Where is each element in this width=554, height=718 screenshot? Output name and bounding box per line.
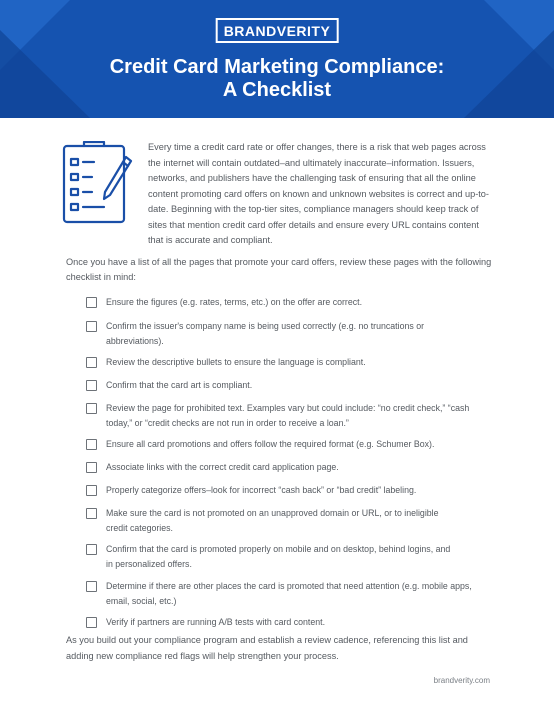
checkbox[interactable]	[86, 544, 97, 555]
checklist-item-text: Confirm that the card is promoted properly on mobile and on desktop, behind logins, and in personalized offers.	[106, 544, 451, 569]
checklist-item-text: Review the page for prohibited text. Examples vary but could include: “no credit check,” “cash today,” or “credit checks are not run in order to receive a loan.”	[106, 403, 470, 428]
header-banner	[0, 0, 554, 118]
checkbox[interactable]	[86, 617, 97, 628]
checklist-item-text: Confirm the issuer's company name is being used correctly (e.g. no truncations or abbreviations).	[106, 321, 425, 346]
page-title-line-1: Credit Card Marketing Compliance:	[109, 56, 445, 78]
checkbox[interactable]	[86, 321, 97, 332]
checkbox[interactable]	[86, 485, 97, 496]
checkbox[interactable]	[86, 462, 97, 473]
checklist-item-text: Determine if there are other places the card is promoted that need attention (e.g. mobile apps, email, social, etc.)	[106, 581, 472, 606]
checklist-item-text: Verify if partners are running A/B tests with card content.	[106, 617, 326, 627]
checkbox[interactable]	[86, 357, 97, 368]
intro-paragraph: Every time a credit card rate or offer changes, there is a risk that web pages across the internet will contain outdated–and ultimately inaccurate–information. Issuers, networks, and publishers have the challenging task of ensuring that all the online content promoting card offers on known and unknown websites is correct and up-to-date. Beginning with the top-tier sites, compliance managers should keep track of sites that mention credit card offer details and ensure every URL contains content that is accurate and compliant.	[148, 142, 489, 245]
footer-url[interactable]: brandverity.com	[433, 676, 490, 685]
checklist-item-text: Confirm that the card art is compliant.	[106, 380, 253, 390]
lead-paragraph: Once you have a list of all the pages that promote your card offers, review these pages with the following checklist in mind:	[66, 257, 492, 282]
brand-logo: BRANDVERITY	[216, 18, 339, 43]
checkbox[interactable]	[86, 508, 97, 519]
checklist-item-text: Properly categorize offers–look for incorrect “cash back” or “bad credit” labeling.	[106, 485, 417, 495]
checkbox[interactable]	[86, 297, 97, 308]
closing-paragraph: As you build out your compliance program and establish a review cadence, referencing this list and adding new compliance red flags will help strengthen your process.	[66, 635, 468, 661]
checklist-item-text: Ensure the figures (e.g. rates, terms, etc.) on the offer are correct.	[106, 297, 363, 307]
checklist-item-text: Associate links with the correct credit card application page.	[106, 462, 339, 472]
checkbox[interactable]	[86, 439, 97, 450]
clipboard-checklist-pen-icon	[62, 141, 134, 230]
checklist-item-text: Ensure all card promotions and offers follow the required format (e.g. Schumer Box).	[106, 439, 435, 449]
checklist-item-text: Make sure the card is not promoted on an unapproved domain or URL, or to ineligible credit categories.	[106, 508, 439, 533]
page-title	[0, 56, 554, 102]
checkbox[interactable]	[86, 581, 97, 592]
checklist-item-text: Review the descriptive bullets to ensure the language is compliant.	[106, 357, 366, 367]
checkbox[interactable]	[86, 403, 97, 414]
page-title-line-2: A Checklist	[222, 79, 332, 101]
checkbox[interactable]	[86, 380, 97, 391]
